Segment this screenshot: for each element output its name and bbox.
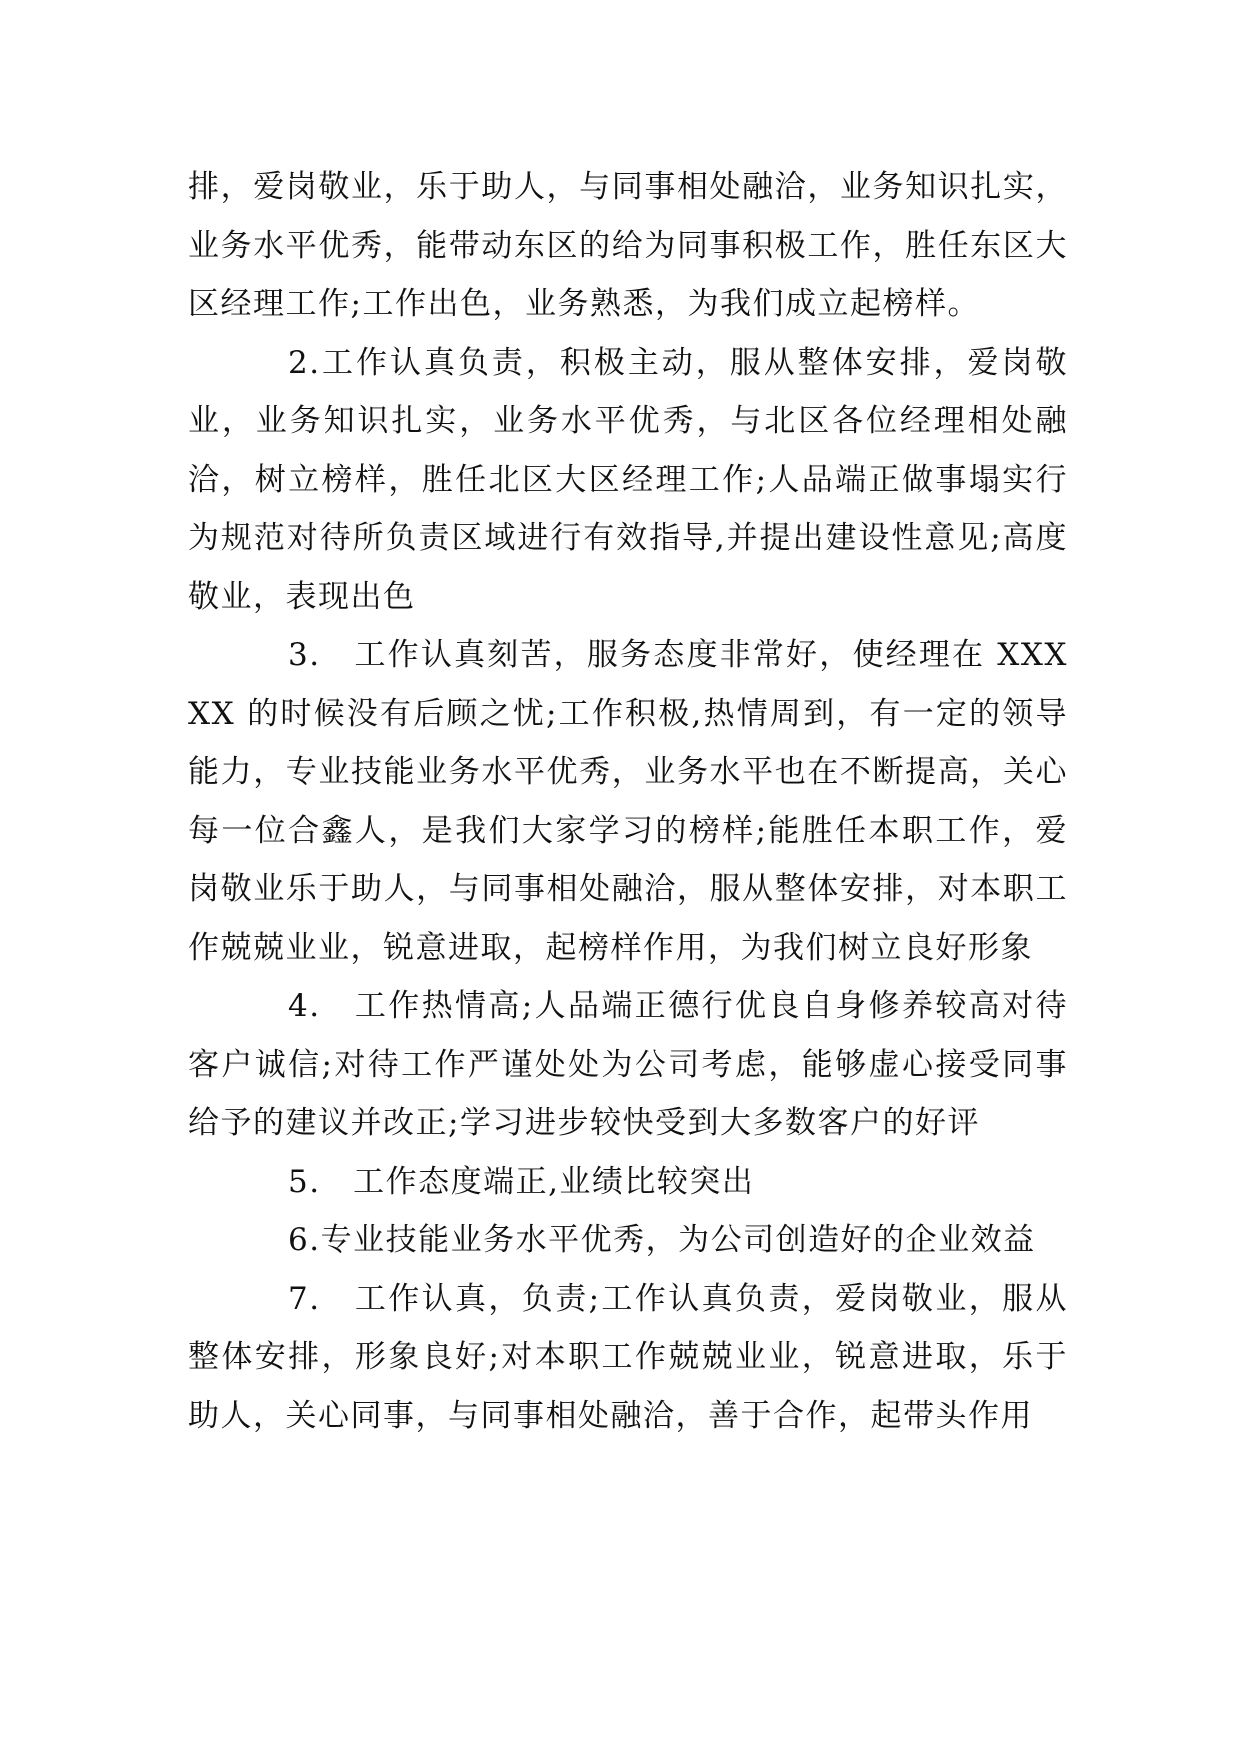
paragraph-item-2: 2.工作认真负责，积极主动，服从整体安排，爱岗敬业，业务知识扎实，业务水平优秀，与北区各位经理相处融洽，树立榜样，胜任北区大区经理工作;人品端正做事塌实行为规范对待所负责区域进行有效指导,并提出建设性意见;高度敬业，表现出色 — [188, 344, 1068, 615]
paragraph-item-7: 7. 工作认真，负责;工作认真负责，爱岗敬业，服从整体安排，形象良好;对本职工作兢兢业业，锐意进取，乐于助人，关心同事，与同事相处融洽，善于合作，起带头作用 — [188, 1280, 1068, 1434]
paragraph-item-3: 3. 工作认真刻苦，服务态度非常好，使经理在 XXXXX 的时候没有后顾之忧;工作积极,热情周到，有一定的领导能力，专业技能业务水平优秀，业务水平也在不断提高，关心每一位合鑫人，是我们大家学习的榜样;能胜任本职工作，爱岗敬业乐于助人，与同事相处融洽，服从整体安排，对本职工作兢兢业业，锐意进取，起榜样作用，为我们树立良好形象 — [188, 637, 1068, 966]
paragraph-item-4: 4. 工作热情高;人品端正德行优良自身修养较高对待客户诚信;对待工作严谨处处为公司考虑，能够虚心接受同事给予的建议并改正;学习进步较快受到大多数客户的好评 — [188, 988, 1068, 1141]
paragraph-item-5: 5. 工作态度端正,业绩比较突出 — [288, 1163, 755, 1200]
document-body — [188, 158, 1068, 1445]
paragraph-continuation: 排，爱岗敬业，乐于助人，与同事相处融洽，业务知识扎实，业务水平优秀，能带动东区的给为同事积极工作，胜任东区大区经理工作;工作出色，业务熟悉，为我们成立起榜样。 — [188, 169, 1068, 322]
paragraph-item-6: 6.专业技能业务水平优秀，为公司创造好的企业效益 — [288, 1222, 1036, 1258]
